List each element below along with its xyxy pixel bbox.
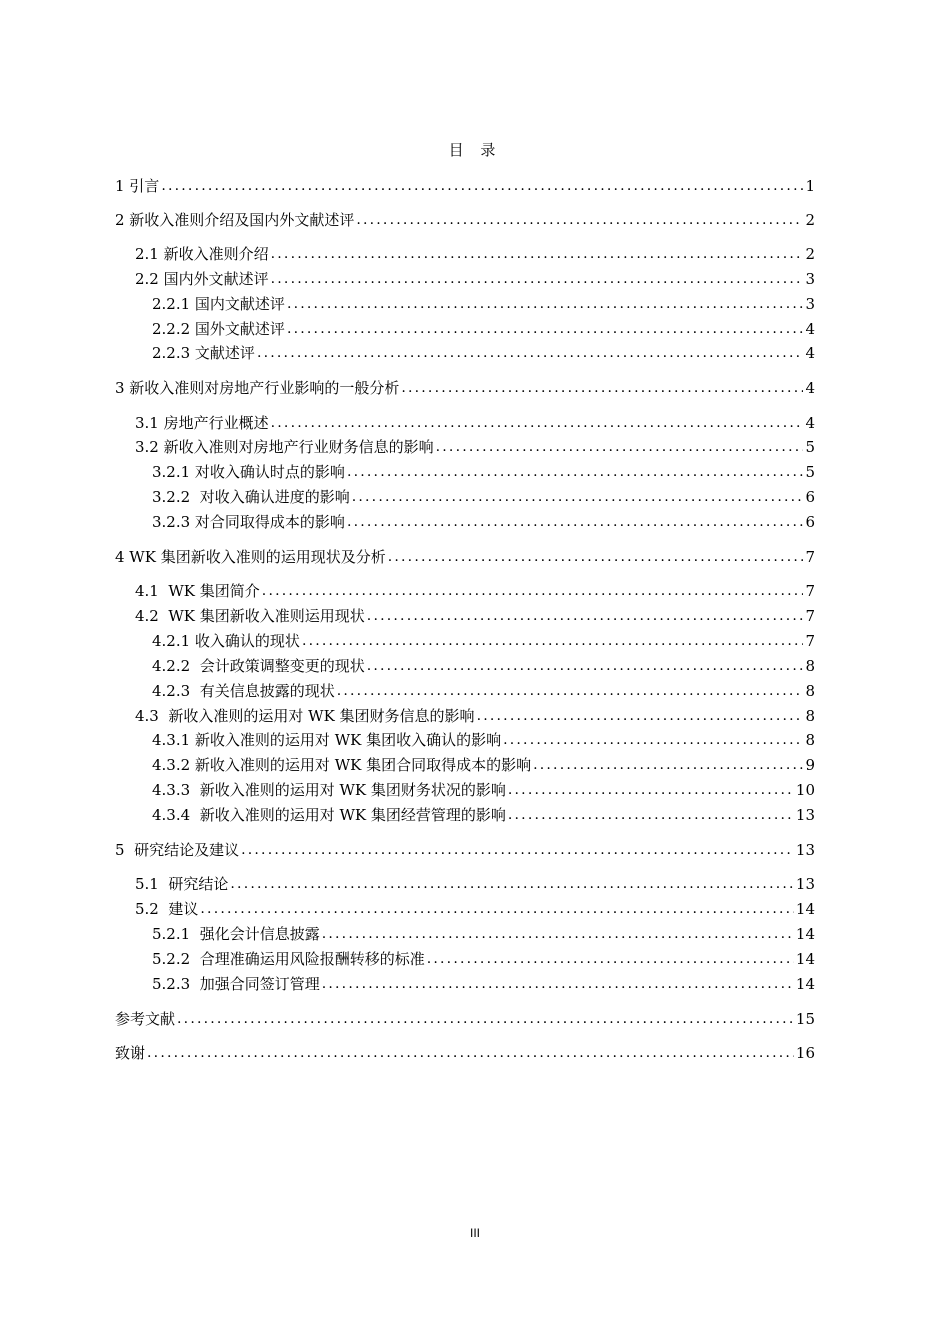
toc-leader-dots [503, 729, 803, 751]
toc-leader-dots [533, 754, 803, 776]
toc-entry-label: 3.2.1 对收入确认时点的影响 [152, 463, 345, 481]
toc-entry-page: 10 [795, 781, 815, 799]
toc-leader-dots [147, 1042, 794, 1064]
toc-entry-label: 5 研究结论及建议 [115, 841, 240, 859]
toc-entry[interactable] [135, 243, 815, 265]
toc-leader-dots [177, 1008, 794, 1030]
toc-entry-page: 3 [805, 270, 815, 288]
toc-entry-label: 1 引言 [115, 177, 160, 195]
toc-leader-dots [477, 705, 804, 727]
toc-entry[interactable] [152, 680, 815, 702]
toc-entry[interactable] [135, 268, 815, 290]
toc-leader-dots [367, 605, 804, 627]
toc-leader-dots [271, 243, 804, 265]
toc-entry-page: 4 [805, 320, 815, 338]
toc-leader-dots [271, 412, 804, 434]
toc-entry-label: 5.2 建议 [135, 900, 199, 918]
toc-leader-dots [287, 293, 804, 315]
toc-entry-page: 4 [805, 379, 815, 397]
toc-entry-label: 4.2.3 有关信息披露的现状 [152, 682, 335, 700]
toc-entry-label: 4.2 WK 集团新收入准则运用现状 [135, 607, 365, 625]
toc-entry-label: 4.3.2 新收入准则的运用对 WK 集团合同取得成本的影响 [152, 756, 532, 774]
toc-entry-label: 5.1 研究结论 [135, 875, 229, 893]
toc-entry[interactable] [152, 655, 815, 677]
toc-entry-label: 5.2.3 加强合同签订管理 [152, 975, 320, 993]
toc-entry-page: 4 [805, 414, 815, 432]
toc-entry-page: 4 [805, 344, 815, 362]
toc-leader-dots [322, 973, 794, 995]
toc-entry-label: 4.2.2 会计政策调整变更的现状 [152, 657, 365, 675]
toc-leader-dots [352, 486, 804, 508]
toc-entry-label: 2 新收入准则介绍及国内外文献述评 [115, 211, 355, 229]
toc-entry-page: 8 [805, 707, 815, 725]
toc-entry-label: 2.2.3 文献述评 [152, 344, 255, 362]
toc-entry[interactable] [152, 318, 815, 340]
toc-entry[interactable] [115, 1008, 815, 1030]
toc-entry-label: 参考文献 [115, 1010, 176, 1028]
toc-entry[interactable] [152, 342, 815, 364]
toc-entry-page: 8 [805, 657, 815, 675]
toc-entry-page: 13 [795, 806, 815, 824]
toc-entry-label: 4.1 WK 集团简介 [135, 582, 260, 600]
toc-leader-dots [347, 461, 804, 483]
toc-entry[interactable] [115, 839, 815, 861]
toc-entry-label: 4.3 新收入准则的运用对 WK 集团财务信息的影响 [135, 707, 475, 725]
toc-leader-dots [388, 546, 804, 568]
toc-entry[interactable] [152, 486, 815, 508]
toc-title: 目 录 [448, 141, 502, 159]
toc-entry-page: 8 [805, 731, 815, 749]
toc-entry[interactable] [135, 412, 815, 434]
toc-entry-page: 8 [805, 682, 815, 700]
toc-entry[interactable] [135, 873, 815, 895]
toc-entry-page: 16 [795, 1044, 815, 1062]
toc-entry-page: 5 [805, 463, 815, 481]
toc-entry[interactable] [115, 175, 815, 197]
toc-entry[interactable] [152, 948, 815, 970]
toc-leader-dots [257, 342, 804, 364]
toc-leader-dots [427, 948, 794, 970]
toc-entry[interactable] [115, 377, 815, 399]
toc-leader-dots [200, 898, 794, 920]
toc-entry-label: 2.2 国内外文献述评 [135, 270, 269, 288]
toc-leader-dots [367, 655, 804, 677]
toc-entry[interactable] [135, 605, 815, 627]
toc-entry-label: 2.2.1 国内文献述评 [152, 295, 285, 313]
toc-entry-page: 7 [805, 607, 815, 625]
toc-entry-label: 3.2 新收入准则对房地产行业财务信息的影响 [135, 438, 434, 456]
toc-entry-page: 6 [805, 513, 815, 531]
toc-entry-page: 13 [795, 841, 815, 859]
toc-entry-page: 14 [795, 950, 815, 968]
toc-entry-label: 4.2.1 收入确认的现状 [152, 632, 300, 650]
toc-entry-page: 13 [795, 875, 815, 893]
toc-leader-dots [347, 511, 804, 533]
toc-entry-label: 3.2.2 对收入确认进度的影响 [152, 488, 350, 506]
toc-entry-page: 6 [805, 488, 815, 506]
footer-page-number: III [469, 1226, 480, 1240]
toc-entry-page: 7 [805, 582, 815, 600]
toc-entry[interactable] [135, 898, 815, 920]
toc-entry[interactable] [135, 705, 815, 727]
toc-entry-label: 2.2.2 国外文献述评 [152, 320, 285, 338]
toc-entry-page: 9 [805, 756, 815, 774]
toc-leader-dots [401, 377, 803, 399]
toc-entry-page: 2 [805, 245, 815, 263]
toc-entry[interactable] [152, 779, 815, 801]
toc-entry[interactable] [152, 923, 815, 945]
toc-entry-page: 14 [795, 900, 815, 918]
toc-entry[interactable] [152, 293, 815, 315]
toc-entry[interactable] [152, 754, 815, 776]
toc-entry-page: 7 [805, 632, 815, 650]
toc-leader-dots [302, 630, 804, 652]
toc-entry[interactable] [152, 729, 815, 751]
toc-entry-label: 3.2.3 对合同取得成本的影响 [152, 513, 345, 531]
toc-leader-dots [508, 804, 794, 826]
toc-leader-dots [337, 680, 804, 702]
toc-entry-page: 1 [805, 177, 815, 195]
toc-entry-page: 2 [805, 211, 815, 229]
toc-entry[interactable] [115, 546, 815, 568]
toc-entry-label: 5.2.2 合理准确运用风险报酬转移的标准 [152, 950, 425, 968]
toc-entry-page: 15 [795, 1010, 815, 1028]
toc-leader-dots [262, 580, 804, 602]
toc-entry-page: 14 [795, 925, 815, 943]
toc-entry-page: 7 [805, 548, 815, 566]
toc-leader-dots [287, 318, 804, 340]
toc-leader-dots [508, 779, 794, 801]
toc-entry-label: 2.1 新收入准则介绍 [135, 245, 269, 263]
toc-leader-dots [322, 923, 794, 945]
toc-entry-label: 3.1 房地产行业概述 [135, 414, 269, 432]
toc-entry-page: 14 [795, 975, 815, 993]
toc-leader-dots [241, 839, 794, 861]
toc-entry-label: 3 新收入准则对房地产行业影响的一般分析 [115, 379, 400, 397]
toc-leader-dots [436, 436, 804, 458]
toc-entry[interactable] [152, 461, 815, 483]
toc-entry-page: 3 [805, 295, 815, 313]
toc-entry-label: 致谢 [115, 1044, 146, 1062]
toc-entry[interactable] [135, 436, 815, 458]
toc-entry-label: 4.3.4 新收入准则的运用对 WK 集团经营管理的影响 [152, 806, 506, 824]
toc-entry[interactable] [115, 209, 815, 231]
toc-leader-dots [356, 209, 803, 231]
toc-entry[interactable] [152, 804, 815, 826]
toc-entry[interactable] [135, 580, 815, 602]
toc-entry[interactable] [152, 511, 815, 533]
toc-entry[interactable] [115, 1042, 815, 1064]
toc-entry-label: 4.3.1 新收入准则的运用对 WK 集团收入确认的影响 [152, 731, 502, 749]
toc-entry[interactable] [152, 973, 815, 995]
toc-entry-page: 5 [805, 438, 815, 456]
toc-entry-label: 4 WK 集团新收入准则的运用现状及分析 [115, 548, 386, 566]
toc-entry-label: 5.2.1 强化会计信息披露 [152, 925, 320, 943]
toc-leader-dots [161, 175, 803, 197]
toc-leader-dots [271, 268, 804, 290]
toc-entry-label: 4.3.3 新收入准则的运用对 WK 集团财务状况的影响 [152, 781, 506, 799]
toc-leader-dots [230, 873, 794, 895]
toc-entry[interactable] [152, 630, 815, 652]
